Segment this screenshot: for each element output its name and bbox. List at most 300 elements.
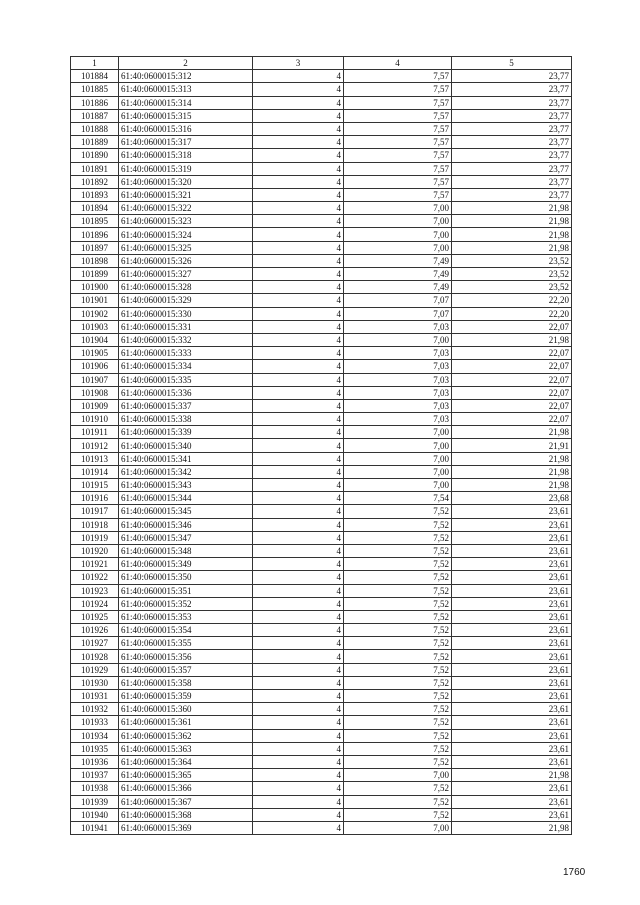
table-cell-col-5: 23,61 bbox=[452, 663, 572, 676]
table-cell-col-3: 4 bbox=[253, 254, 344, 267]
table-cell-col-5: 22,20 bbox=[452, 307, 572, 320]
data-table bbox=[70, 56, 572, 835]
table-cell-col-5: 21,98 bbox=[452, 228, 572, 241]
table-cell-col-1: 101890 bbox=[71, 149, 119, 162]
table-cell-col-5: 23,61 bbox=[452, 505, 572, 518]
table-cell-col-1: 101885 bbox=[71, 83, 119, 96]
table-cell-col-1: 101891 bbox=[71, 162, 119, 175]
table-row bbox=[71, 83, 572, 96]
table-cell-col-4: 7,52 bbox=[344, 755, 452, 768]
table-row bbox=[71, 373, 572, 386]
table-cell-col-2: 61:40:0600015:354 bbox=[119, 624, 253, 637]
table-cell-col-3: 4 bbox=[253, 742, 344, 755]
table-cell-col-4: 7,52 bbox=[344, 782, 452, 795]
table-row bbox=[71, 426, 572, 439]
table-cell-col-1: 101917 bbox=[71, 505, 119, 518]
table-row bbox=[71, 320, 572, 333]
table-row bbox=[71, 136, 572, 149]
table-cell-col-1: 101937 bbox=[71, 769, 119, 782]
table-row bbox=[71, 465, 572, 478]
table-body bbox=[71, 70, 572, 835]
table-cell-col-5: 23,77 bbox=[452, 149, 572, 162]
table-row bbox=[71, 597, 572, 610]
table-row bbox=[71, 360, 572, 373]
table-cell-col-4: 7,52 bbox=[344, 584, 452, 597]
table-header bbox=[71, 57, 572, 70]
table-row bbox=[71, 505, 572, 518]
table-cell-col-3: 4 bbox=[253, 228, 344, 241]
table-cell-col-1: 101940 bbox=[71, 808, 119, 821]
table-cell-col-2: 61:40:0600015:363 bbox=[119, 742, 253, 755]
table-cell-col-3: 4 bbox=[253, 531, 344, 544]
table-cell-col-5: 23,77 bbox=[452, 188, 572, 201]
table-cell-col-2: 61:40:0600015:326 bbox=[119, 254, 253, 267]
table-cell-col-4: 7,52 bbox=[344, 610, 452, 623]
table-cell-col-3: 4 bbox=[253, 558, 344, 571]
table-row bbox=[71, 742, 572, 755]
table-cell-col-3: 4 bbox=[253, 663, 344, 676]
table-cell-col-4: 7,00 bbox=[344, 333, 452, 346]
table-row bbox=[71, 347, 572, 360]
table-cell-col-5: 23,77 bbox=[452, 122, 572, 135]
table-cell-col-2: 61:40:0600015:345 bbox=[119, 505, 253, 518]
table-cell-col-2: 61:40:0600015:340 bbox=[119, 439, 253, 452]
table-cell-col-1: 101938 bbox=[71, 782, 119, 795]
table-row bbox=[71, 531, 572, 544]
table-cell-col-4: 7,57 bbox=[344, 162, 452, 175]
table-cell-col-3: 4 bbox=[253, 584, 344, 597]
table-cell-col-5: 23,61 bbox=[452, 703, 572, 716]
table-cell-col-1: 101919 bbox=[71, 531, 119, 544]
table-cell-col-3: 4 bbox=[253, 109, 344, 122]
table-cell-col-2: 61:40:0600015:313 bbox=[119, 83, 253, 96]
table-cell-col-1: 101923 bbox=[71, 584, 119, 597]
table-cell-col-4: 7,00 bbox=[344, 215, 452, 228]
table-cell-col-4: 7,03 bbox=[344, 399, 452, 412]
table-cell-col-3: 4 bbox=[253, 241, 344, 254]
table-cell-col-4: 7,00 bbox=[344, 452, 452, 465]
table-row bbox=[71, 281, 572, 294]
table-cell-col-2: 61:40:0600015:359 bbox=[119, 690, 253, 703]
table-row bbox=[71, 413, 572, 426]
table-row bbox=[71, 492, 572, 505]
page-number: 1760 bbox=[563, 867, 586, 878]
table-cell-col-2: 61:40:0600015:338 bbox=[119, 413, 253, 426]
table-cell-col-2: 61:40:0600015:368 bbox=[119, 808, 253, 821]
table-cell-col-3: 4 bbox=[253, 268, 344, 281]
table-cell-col-2: 61:40:0600015:360 bbox=[119, 703, 253, 716]
table-row bbox=[71, 716, 572, 729]
table-row bbox=[71, 96, 572, 109]
table-cell-col-2: 61:40:0600015:330 bbox=[119, 307, 253, 320]
table-cell-col-2: 61:40:0600015:339 bbox=[119, 426, 253, 439]
table-cell-col-1: 101936 bbox=[71, 755, 119, 768]
table-cell-col-5: 22,07 bbox=[452, 347, 572, 360]
table-cell-col-5: 23,61 bbox=[452, 676, 572, 689]
table-cell-col-3: 4 bbox=[253, 518, 344, 531]
table-cell-col-4: 7,57 bbox=[344, 136, 452, 149]
table-cell-col-3: 4 bbox=[253, 571, 344, 584]
table-cell-col-5: 23,52 bbox=[452, 281, 572, 294]
table-row bbox=[71, 254, 572, 267]
table-cell-col-5: 21,98 bbox=[452, 215, 572, 228]
table-row bbox=[71, 690, 572, 703]
table-row bbox=[71, 821, 572, 834]
table-cell-col-2: 61:40:0600015:366 bbox=[119, 782, 253, 795]
table-row bbox=[71, 202, 572, 215]
table-cell-col-4: 7,52 bbox=[344, 518, 452, 531]
table-cell-col-4: 7,03 bbox=[344, 360, 452, 373]
table-cell-col-2: 61:40:0600015:337 bbox=[119, 399, 253, 412]
table-cell-col-1: 101908 bbox=[71, 386, 119, 399]
table-cell-col-4: 7,00 bbox=[344, 228, 452, 241]
table-cell-col-4: 7,57 bbox=[344, 122, 452, 135]
table-cell-col-2: 61:40:0600015:365 bbox=[119, 769, 253, 782]
table-cell-col-2: 61:40:0600015:336 bbox=[119, 386, 253, 399]
table-row bbox=[71, 676, 572, 689]
table-cell-col-3: 4 bbox=[253, 202, 344, 215]
table-cell-col-2: 61:40:0600015:329 bbox=[119, 294, 253, 307]
table-cell-col-3: 4 bbox=[253, 716, 344, 729]
table-cell-col-3: 4 bbox=[253, 188, 344, 201]
table-row bbox=[71, 782, 572, 795]
table-cell-col-1: 101903 bbox=[71, 320, 119, 333]
table-cell-col-2: 61:40:0600015:321 bbox=[119, 188, 253, 201]
table-cell-col-1: 101920 bbox=[71, 544, 119, 557]
table-cell-col-3: 4 bbox=[253, 492, 344, 505]
table-cell-col-5: 23,61 bbox=[452, 808, 572, 821]
table-cell-col-4: 7,57 bbox=[344, 188, 452, 201]
table-cell-col-5: 21,98 bbox=[452, 426, 572, 439]
table-cell-col-4: 7,52 bbox=[344, 808, 452, 821]
table-cell-col-1: 101932 bbox=[71, 703, 119, 716]
table-cell-col-5: 23,77 bbox=[452, 162, 572, 175]
table-cell-col-4: 7,03 bbox=[344, 347, 452, 360]
table-cell-col-1: 101896 bbox=[71, 228, 119, 241]
table-cell-col-5: 23,61 bbox=[452, 544, 572, 557]
table-cell-col-2: 61:40:0600015:349 bbox=[119, 558, 253, 571]
table-cell-col-3: 4 bbox=[253, 360, 344, 373]
table-cell-col-2: 61:40:0600015:352 bbox=[119, 597, 253, 610]
table-cell-col-4: 7,03 bbox=[344, 413, 452, 426]
table-cell-col-3: 4 bbox=[253, 610, 344, 623]
table-cell-col-3: 4 bbox=[253, 320, 344, 333]
table-cell-col-3: 4 bbox=[253, 452, 344, 465]
table-cell-col-3: 4 bbox=[253, 294, 344, 307]
table-cell-col-5: 22,07 bbox=[452, 386, 572, 399]
table-cell-col-4: 7,52 bbox=[344, 676, 452, 689]
table-cell-col-3: 4 bbox=[253, 386, 344, 399]
table-cell-col-2: 61:40:0600015:361 bbox=[119, 716, 253, 729]
table-cell-col-3: 4 bbox=[253, 215, 344, 228]
table-cell-col-2: 61:40:0600015:348 bbox=[119, 544, 253, 557]
table-cell-col-4: 7,49 bbox=[344, 268, 452, 281]
table-row bbox=[71, 571, 572, 584]
table-row bbox=[71, 268, 572, 281]
table-cell-col-3: 4 bbox=[253, 544, 344, 557]
table-cell-col-2: 61:40:0600015:318 bbox=[119, 149, 253, 162]
table-cell-col-1: 101925 bbox=[71, 610, 119, 623]
table-cell-col-5: 23,61 bbox=[452, 690, 572, 703]
table-cell-col-4: 7,49 bbox=[344, 281, 452, 294]
table-cell-col-5: 23,61 bbox=[452, 755, 572, 768]
table-cell-col-4: 7,00 bbox=[344, 821, 452, 834]
table-cell-col-1: 101910 bbox=[71, 413, 119, 426]
table-cell-col-1: 101912 bbox=[71, 439, 119, 452]
table-cell-col-2: 61:40:0600015:328 bbox=[119, 281, 253, 294]
table-cell-col-4: 7,52 bbox=[344, 663, 452, 676]
table-cell-col-2: 61:40:0600015:353 bbox=[119, 610, 253, 623]
table-cell-col-4: 7,54 bbox=[344, 492, 452, 505]
table-cell-col-5: 22,07 bbox=[452, 413, 572, 426]
table-cell-col-4: 7,52 bbox=[344, 703, 452, 716]
table-cell-col-4: 7,00 bbox=[344, 439, 452, 452]
table-cell-col-3: 4 bbox=[253, 373, 344, 386]
table-cell-col-4: 7,52 bbox=[344, 597, 452, 610]
table-cell-col-3: 4 bbox=[253, 637, 344, 650]
table-cell-col-4: 7,00 bbox=[344, 769, 452, 782]
table-cell-col-2: 61:40:0600015:331 bbox=[119, 320, 253, 333]
table-cell-col-5: 21,98 bbox=[452, 465, 572, 478]
table-cell-col-5: 23,61 bbox=[452, 571, 572, 584]
table-cell-col-2: 61:40:0600015:356 bbox=[119, 650, 253, 663]
table-cell-col-4: 7,57 bbox=[344, 70, 452, 83]
table-row bbox=[71, 386, 572, 399]
table-cell-col-2: 61:40:0600015:332 bbox=[119, 333, 253, 346]
table-cell-col-2: 61:40:0600015:325 bbox=[119, 241, 253, 254]
table-cell-col-2: 61:40:0600015:350 bbox=[119, 571, 253, 584]
table-row bbox=[71, 70, 572, 83]
table-cell-col-1: 101939 bbox=[71, 795, 119, 808]
table-cell-col-3: 4 bbox=[253, 439, 344, 452]
table-cell-col-5: 23,68 bbox=[452, 492, 572, 505]
table-row bbox=[71, 307, 572, 320]
table-cell-col-3: 4 bbox=[253, 821, 344, 834]
table-cell-col-3: 4 bbox=[253, 505, 344, 518]
table-row bbox=[71, 624, 572, 637]
table-cell-col-1: 101899 bbox=[71, 268, 119, 281]
table-cell-col-4: 7,07 bbox=[344, 307, 452, 320]
table-cell-col-4: 7,00 bbox=[344, 426, 452, 439]
table-cell-col-2: 61:40:0600015:358 bbox=[119, 676, 253, 689]
table-row bbox=[71, 294, 572, 307]
header-cell-5: 5 bbox=[452, 57, 572, 70]
table-row bbox=[71, 544, 572, 557]
table-row bbox=[71, 795, 572, 808]
table-cell-col-1: 101916 bbox=[71, 492, 119, 505]
table-cell-col-4: 7,52 bbox=[344, 637, 452, 650]
table-cell-col-3: 4 bbox=[253, 281, 344, 294]
table-cell-col-3: 4 bbox=[253, 769, 344, 782]
table-cell-col-3: 4 bbox=[253, 729, 344, 742]
table-cell-col-1: 101887 bbox=[71, 109, 119, 122]
table-cell-col-3: 4 bbox=[253, 347, 344, 360]
table-cell-col-5: 23,61 bbox=[452, 584, 572, 597]
table-cell-col-5: 21,98 bbox=[452, 241, 572, 254]
table-cell-col-2: 61:40:0600015:369 bbox=[119, 821, 253, 834]
table-cell-col-4: 7,52 bbox=[344, 716, 452, 729]
table-cell-col-2: 61:40:0600015:327 bbox=[119, 268, 253, 281]
table-cell-col-1: 101909 bbox=[71, 399, 119, 412]
table-cell-col-4: 7,52 bbox=[344, 531, 452, 544]
table-cell-col-4: 7,00 bbox=[344, 202, 452, 215]
table-row bbox=[71, 215, 572, 228]
header-cell-4: 4 bbox=[344, 57, 452, 70]
table-cell-col-3: 4 bbox=[253, 83, 344, 96]
table-cell-col-3: 4 bbox=[253, 676, 344, 689]
table-cell-col-2: 61:40:0600015:342 bbox=[119, 465, 253, 478]
table-row bbox=[71, 479, 572, 492]
table-cell-col-4: 7,52 bbox=[344, 650, 452, 663]
table-cell-col-4: 7,52 bbox=[344, 571, 452, 584]
table-cell-col-2: 61:40:0600015:320 bbox=[119, 175, 253, 188]
table-cell-col-5: 21,98 bbox=[452, 821, 572, 834]
table-cell-col-2: 61:40:0600015:323 bbox=[119, 215, 253, 228]
table-cell-col-3: 4 bbox=[253, 795, 344, 808]
table-cell-col-2: 61:40:0600015:334 bbox=[119, 360, 253, 373]
table-cell-col-3: 4 bbox=[253, 703, 344, 716]
table-cell-col-3: 4 bbox=[253, 399, 344, 412]
table-cell-col-1: 101889 bbox=[71, 136, 119, 149]
table-row bbox=[71, 452, 572, 465]
table-cell-col-5: 23,77 bbox=[452, 175, 572, 188]
table-cell-col-4: 7,52 bbox=[344, 558, 452, 571]
table-cell-col-3: 4 bbox=[253, 690, 344, 703]
table-cell-col-3: 4 bbox=[253, 96, 344, 109]
table-cell-col-4: 7,52 bbox=[344, 624, 452, 637]
table-cell-col-2: 61:40:0600015:317 bbox=[119, 136, 253, 149]
table-cell-col-5: 23,61 bbox=[452, 650, 572, 663]
table-cell-col-2: 61:40:0600015:343 bbox=[119, 479, 253, 492]
table-cell-col-5: 23,52 bbox=[452, 268, 572, 281]
table-cell-col-1: 101913 bbox=[71, 452, 119, 465]
table-row bbox=[71, 584, 572, 597]
table-cell-col-5: 22,07 bbox=[452, 360, 572, 373]
table-cell-col-3: 4 bbox=[253, 782, 344, 795]
table-cell-col-1: 101924 bbox=[71, 597, 119, 610]
table-cell-col-3: 4 bbox=[253, 136, 344, 149]
table-cell-col-3: 4 bbox=[253, 149, 344, 162]
table-cell-col-1: 101930 bbox=[71, 676, 119, 689]
header-cell-3: 3 bbox=[253, 57, 344, 70]
table-cell-col-2: 61:40:0600015:357 bbox=[119, 663, 253, 676]
table-cell-col-1: 101929 bbox=[71, 663, 119, 676]
table-cell-col-1: 101928 bbox=[71, 650, 119, 663]
table-cell-col-4: 7,52 bbox=[344, 690, 452, 703]
table-cell-col-3: 4 bbox=[253, 122, 344, 135]
table-cell-col-5: 22,20 bbox=[452, 294, 572, 307]
table-cell-col-2: 61:40:0600015:351 bbox=[119, 584, 253, 597]
table-cell-col-5: 23,61 bbox=[452, 729, 572, 742]
table-row bbox=[71, 175, 572, 188]
table-cell-col-1: 101922 bbox=[71, 571, 119, 584]
table-cell-col-5: 21,98 bbox=[452, 333, 572, 346]
table-cell-col-5: 23,77 bbox=[452, 136, 572, 149]
table-cell-col-5: 23,61 bbox=[452, 624, 572, 637]
table-cell-col-2: 61:40:0600015:346 bbox=[119, 518, 253, 531]
table-cell-col-4: 7,07 bbox=[344, 294, 452, 307]
table-cell-col-4: 7,03 bbox=[344, 386, 452, 399]
table-cell-col-4: 7,57 bbox=[344, 175, 452, 188]
table-row bbox=[71, 109, 572, 122]
table-cell-col-5: 22,07 bbox=[452, 373, 572, 386]
table-cell-col-5: 22,07 bbox=[452, 320, 572, 333]
table-cell-col-4: 7,52 bbox=[344, 729, 452, 742]
table-cell-col-4: 7,52 bbox=[344, 795, 452, 808]
table-cell-col-1: 101902 bbox=[71, 307, 119, 320]
table-cell-col-3: 4 bbox=[253, 162, 344, 175]
table-row bbox=[71, 399, 572, 412]
table-cell-col-1: 101915 bbox=[71, 479, 119, 492]
table-row bbox=[71, 558, 572, 571]
table-cell-col-4: 7,57 bbox=[344, 96, 452, 109]
table-cell-col-5: 23,61 bbox=[452, 795, 572, 808]
table-cell-col-2: 61:40:0600015:362 bbox=[119, 729, 253, 742]
table-cell-col-2: 61:40:0600015:367 bbox=[119, 795, 253, 808]
table-cell-col-5: 23,61 bbox=[452, 610, 572, 623]
table-cell-col-1: 101906 bbox=[71, 360, 119, 373]
table-cell-col-3: 4 bbox=[253, 307, 344, 320]
table-cell-col-2: 61:40:0600015:344 bbox=[119, 492, 253, 505]
table-row bbox=[71, 162, 572, 175]
table-cell-col-4: 7,57 bbox=[344, 83, 452, 96]
table-row bbox=[71, 637, 572, 650]
table-cell-col-1: 101926 bbox=[71, 624, 119, 637]
table-cell-col-3: 4 bbox=[253, 333, 344, 346]
table-cell-col-4: 7,57 bbox=[344, 149, 452, 162]
table-cell-col-1: 101914 bbox=[71, 465, 119, 478]
table-row bbox=[71, 228, 572, 241]
table-cell-col-2: 61:40:0600015:347 bbox=[119, 531, 253, 544]
table-cell-col-1: 101900 bbox=[71, 281, 119, 294]
table-cell-col-5: 23,61 bbox=[452, 716, 572, 729]
table-cell-col-1: 101941 bbox=[71, 821, 119, 834]
table-cell-col-1: 101911 bbox=[71, 426, 119, 439]
table-cell-col-3: 4 bbox=[253, 808, 344, 821]
table-cell-col-2: 61:40:0600015:322 bbox=[119, 202, 253, 215]
table-cell-col-3: 4 bbox=[253, 755, 344, 768]
table-cell-col-1: 101888 bbox=[71, 122, 119, 135]
table-cell-col-2: 61:40:0600015:333 bbox=[119, 347, 253, 360]
table-cell-col-3: 4 bbox=[253, 70, 344, 83]
table-cell-col-1: 101898 bbox=[71, 254, 119, 267]
table-cell-col-1: 101931 bbox=[71, 690, 119, 703]
table-cell-col-5: 21,98 bbox=[452, 769, 572, 782]
table-cell-col-2: 61:40:0600015:312 bbox=[119, 70, 253, 83]
table-cell-col-5: 23,61 bbox=[452, 597, 572, 610]
table-cell-col-3: 4 bbox=[253, 426, 344, 439]
table-cell-col-4: 7,52 bbox=[344, 544, 452, 557]
table-cell-col-5: 21,91 bbox=[452, 439, 572, 452]
table-cell-col-1: 101897 bbox=[71, 241, 119, 254]
table-cell-col-5: 23,61 bbox=[452, 782, 572, 795]
table-cell-col-1: 101893 bbox=[71, 188, 119, 201]
table-cell-col-5: 21,98 bbox=[452, 479, 572, 492]
table-cell-col-2: 61:40:0600015:364 bbox=[119, 755, 253, 768]
table-cell-col-5: 23,61 bbox=[452, 637, 572, 650]
table-row bbox=[71, 769, 572, 782]
table-cell-col-1: 101901 bbox=[71, 294, 119, 307]
table-cell-col-2: 61:40:0600015:341 bbox=[119, 452, 253, 465]
table-row bbox=[71, 122, 572, 135]
table-cell-col-5: 23,61 bbox=[452, 558, 572, 571]
table-cell-col-2: 61:40:0600015:324 bbox=[119, 228, 253, 241]
table-cell-col-4: 7,49 bbox=[344, 254, 452, 267]
table-cell-col-5: 21,98 bbox=[452, 452, 572, 465]
table-cell-col-5: 23,61 bbox=[452, 518, 572, 531]
table-cell-col-2: 61:40:0600015:315 bbox=[119, 109, 253, 122]
table-cell-col-5: 23,77 bbox=[452, 96, 572, 109]
